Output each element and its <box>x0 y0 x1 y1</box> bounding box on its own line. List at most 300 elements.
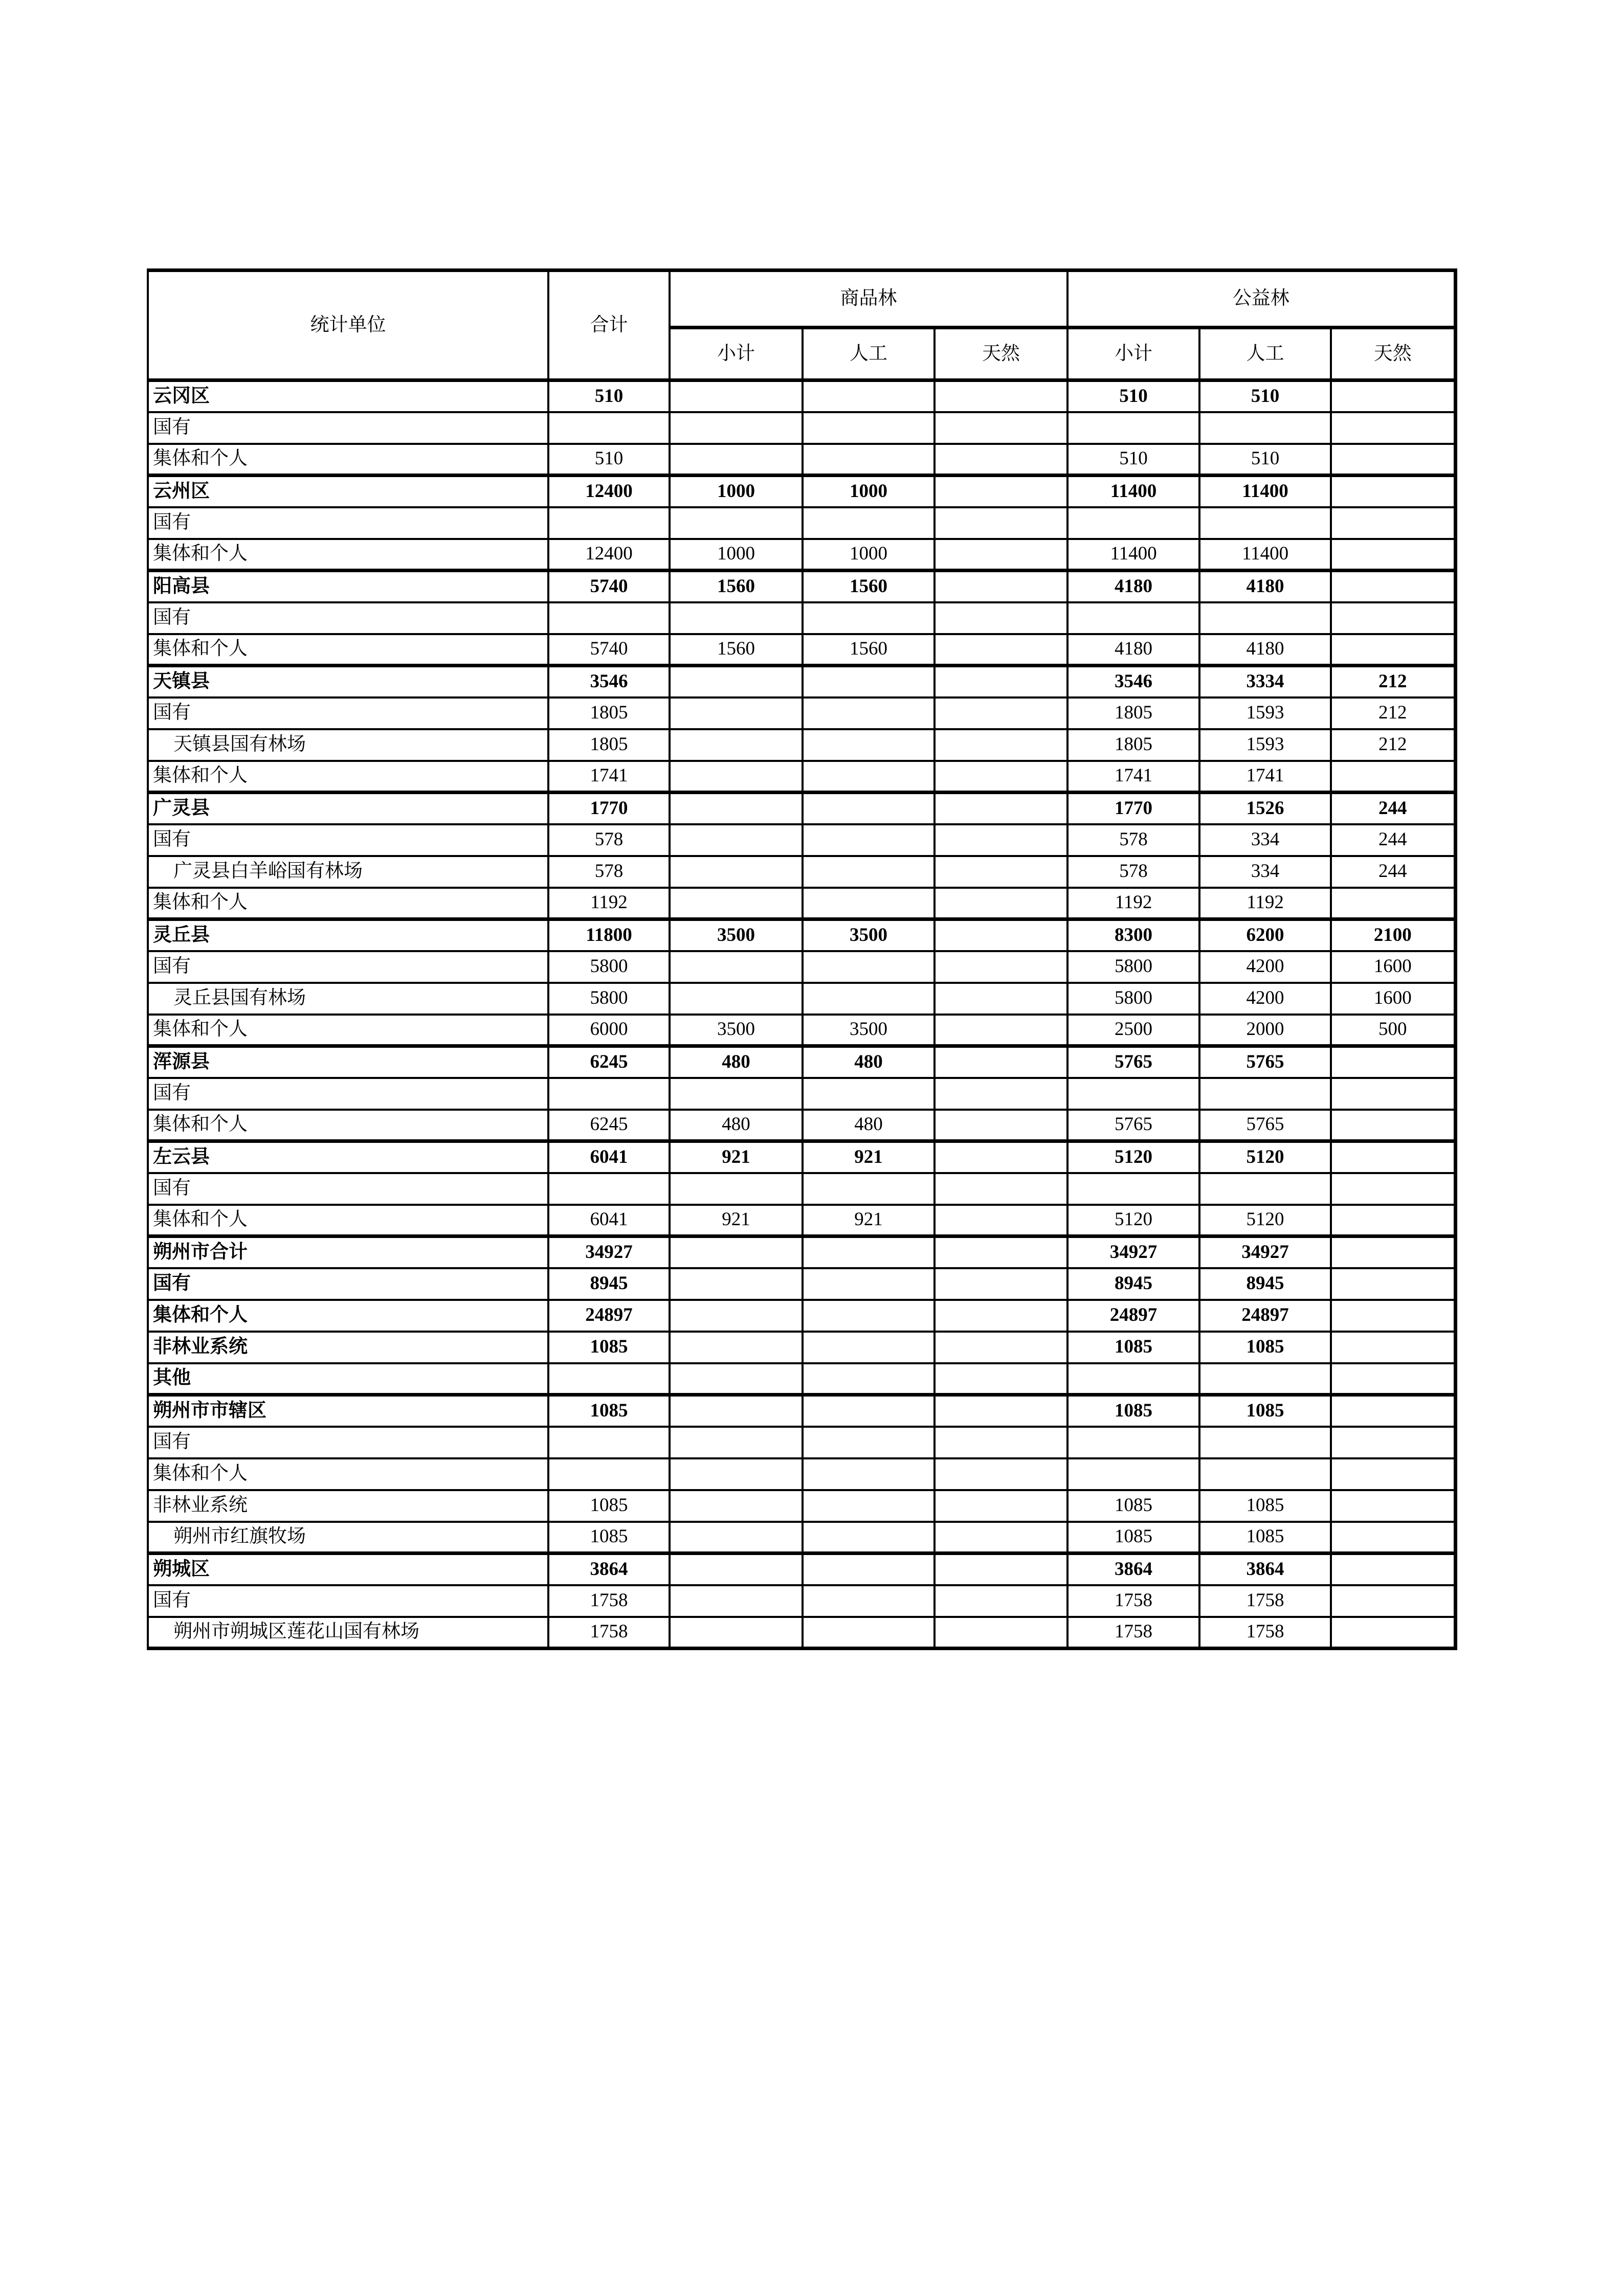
cell-total: 510 <box>548 444 670 476</box>
cell-public-natural <box>1331 1078 1455 1110</box>
cell-public-natural <box>1331 634 1455 666</box>
cell-commercial-subtotal: 1000 <box>670 539 803 571</box>
cell-public-natural <box>1331 602 1455 634</box>
cell-commercial-natural <box>935 1046 1067 1078</box>
cell-total: 5800 <box>548 951 670 983</box>
cell-total: 6041 <box>548 1141 670 1173</box>
cell-public-natural <box>1331 1490 1455 1522</box>
cell-commercial-planted <box>803 602 935 634</box>
cell-public-subtotal <box>1067 1363 1199 1395</box>
cell-public-subtotal: 510 <box>1067 444 1199 476</box>
cell-commercial-subtotal: 1000 <box>670 476 803 507</box>
cell-statistical-unit: 阳高县 <box>148 571 548 602</box>
cell-public-natural: 212 <box>1331 697 1455 729</box>
cell-public-planted: 1741 <box>1199 761 1331 793</box>
cell-commercial-planted <box>803 412 935 444</box>
cell-public-planted <box>1199 1173 1331 1205</box>
table-row <box>148 380 1455 412</box>
cell-commercial-subtotal <box>670 793 803 824</box>
cell-statistical-unit: 浑源县 <box>148 1046 548 1078</box>
cell-commercial-planted <box>803 1363 935 1395</box>
column-header-commercial-subtotal: 小计 <box>670 328 803 380</box>
table-row <box>148 412 1455 444</box>
cell-total: 1805 <box>548 729 670 761</box>
cell-public-planted: 11400 <box>1199 476 1331 507</box>
cell-commercial-planted <box>803 856 935 888</box>
cell-public-planted: 334 <box>1199 856 1331 888</box>
cell-commercial-subtotal <box>670 1363 803 1395</box>
cell-commercial-subtotal: 1560 <box>670 571 803 602</box>
cell-commercial-planted <box>803 1490 935 1522</box>
table-row <box>148 444 1455 476</box>
cell-public-subtotal: 24897 <box>1067 1300 1199 1332</box>
cell-commercial-subtotal <box>670 983 803 1015</box>
cell-public-subtotal: 1085 <box>1067 1395 1199 1427</box>
cell-commercial-natural <box>935 1458 1067 1490</box>
cell-public-planted: 1085 <box>1199 1522 1331 1554</box>
cell-commercial-subtotal <box>670 1585 803 1617</box>
cell-statistical-unit: 国有 <box>148 507 548 539</box>
cell-public-planted: 4180 <box>1199 571 1331 602</box>
cell-public-natural: 500 <box>1331 1015 1455 1046</box>
cell-commercial-subtotal: 921 <box>670 1141 803 1173</box>
cell-public-natural <box>1331 761 1455 793</box>
cell-commercial-subtotal <box>670 602 803 634</box>
cell-public-planted <box>1199 602 1331 634</box>
table-row <box>148 1490 1455 1522</box>
cell-public-natural <box>1331 1268 1455 1300</box>
cell-commercial-natural <box>935 983 1067 1015</box>
cell-public-subtotal: 5800 <box>1067 983 1199 1015</box>
cell-public-subtotal: 8300 <box>1067 919 1199 951</box>
cell-public-planted <box>1199 1427 1331 1458</box>
cell-public-natural <box>1331 1332 1455 1363</box>
table-row <box>148 666 1455 697</box>
table-row <box>148 1078 1455 1110</box>
table-row <box>148 1236 1455 1268</box>
cell-statistical-unit: 国有 <box>148 602 548 634</box>
cell-commercial-natural <box>935 1363 1067 1395</box>
table-row <box>148 1585 1455 1617</box>
cell-public-subtotal: 1805 <box>1067 697 1199 729</box>
cell-public-natural <box>1331 1173 1455 1205</box>
cell-public-planted: 1593 <box>1199 697 1331 729</box>
cell-commercial-subtotal <box>670 1554 803 1585</box>
cell-commercial-subtotal <box>670 666 803 697</box>
cell-public-planted: 5765 <box>1199 1046 1331 1078</box>
cell-public-subtotal <box>1067 1078 1199 1110</box>
cell-total <box>548 1363 670 1395</box>
cell-public-natural <box>1331 1236 1455 1268</box>
column-header-public-natural: 天然 <box>1331 328 1455 380</box>
cell-commercial-subtotal <box>670 1078 803 1110</box>
cell-statistical-unit: 天镇县国有林场 <box>148 729 548 761</box>
cell-public-subtotal: 1770 <box>1067 793 1199 824</box>
cell-commercial-natural <box>935 1236 1067 1268</box>
cell-public-subtotal: 578 <box>1067 824 1199 856</box>
table-row <box>148 824 1455 856</box>
cell-public-natural: 2100 <box>1331 919 1455 951</box>
cell-public-subtotal <box>1067 507 1199 539</box>
cell-public-planted: 3334 <box>1199 666 1331 697</box>
cell-public-natural <box>1331 476 1455 507</box>
cell-commercial-planted <box>803 983 935 1015</box>
cell-commercial-planted: 1560 <box>803 571 935 602</box>
cell-statistical-unit: 国有 <box>148 1268 548 1300</box>
cell-public-natural <box>1331 1110 1455 1141</box>
cell-statistical-unit: 集体和个人 <box>148 888 548 919</box>
cell-statistical-unit: 集体和个人 <box>148 1015 548 1046</box>
cell-commercial-planted <box>803 824 935 856</box>
cell-statistical-unit: 朔州市红旗牧场 <box>148 1522 548 1554</box>
cell-public-planted: 1192 <box>1199 888 1331 919</box>
cell-public-natural <box>1331 1363 1455 1395</box>
table-row <box>148 476 1455 507</box>
cell-statistical-unit: 广灵县 <box>148 793 548 824</box>
cell-commercial-natural <box>935 761 1067 793</box>
cell-public-planted <box>1199 1363 1331 1395</box>
column-header-statistical-unit: 统计单位 <box>148 271 548 380</box>
cell-public-subtotal: 2500 <box>1067 1015 1199 1046</box>
cell-total <box>548 507 670 539</box>
cell-commercial-planted <box>803 1300 935 1332</box>
cell-total: 11800 <box>548 919 670 951</box>
cell-total: 5740 <box>548 634 670 666</box>
table-row <box>148 951 1455 983</box>
table-row <box>148 888 1455 919</box>
cell-commercial-planted: 1560 <box>803 634 935 666</box>
cell-statistical-unit: 国有 <box>148 1078 548 1110</box>
cell-public-natural <box>1331 888 1455 919</box>
cell-public-planted <box>1199 412 1331 444</box>
cell-commercial-natural <box>935 888 1067 919</box>
cell-commercial-subtotal <box>670 1617 803 1649</box>
cell-statistical-unit: 集体和个人 <box>148 634 548 666</box>
column-header-public-subtotal: 小计 <box>1067 328 1199 380</box>
cell-commercial-natural <box>935 412 1067 444</box>
table-row <box>148 1427 1455 1458</box>
cell-commercial-planted <box>803 729 935 761</box>
table-body <box>148 380 1455 1649</box>
cell-total <box>548 1458 670 1490</box>
table-row <box>148 1395 1455 1427</box>
cell-public-subtotal: 8945 <box>1067 1268 1199 1300</box>
cell-public-natural: 1600 <box>1331 983 1455 1015</box>
cell-commercial-planted <box>803 1522 935 1554</box>
cell-public-subtotal <box>1067 1427 1199 1458</box>
table-row <box>148 919 1455 951</box>
cell-total: 1758 <box>548 1617 670 1649</box>
cell-public-natural <box>1331 1395 1455 1427</box>
cell-public-planted: 334 <box>1199 824 1331 856</box>
cell-public-natural: 244 <box>1331 824 1455 856</box>
cell-public-natural <box>1331 539 1455 571</box>
cell-commercial-subtotal: 480 <box>670 1046 803 1078</box>
cell-commercial-natural <box>935 1078 1067 1110</box>
table-row <box>148 1363 1455 1395</box>
cell-total: 12400 <box>548 539 670 571</box>
cell-public-planted: 1085 <box>1199 1395 1331 1427</box>
cell-public-subtotal: 578 <box>1067 856 1199 888</box>
cell-commercial-natural <box>935 1173 1067 1205</box>
table-row <box>148 1173 1455 1205</box>
cell-commercial-subtotal <box>670 1173 803 1205</box>
cell-statistical-unit: 朔州市合计 <box>148 1236 548 1268</box>
table-row <box>148 697 1455 729</box>
cell-public-natural <box>1331 444 1455 476</box>
table-header <box>148 271 1455 380</box>
cell-public-planted: 34927 <box>1199 1236 1331 1268</box>
column-group-header-public-welfare-forest: 公益林 <box>1067 271 1455 328</box>
table-row <box>148 1554 1455 1585</box>
cell-commercial-subtotal <box>670 1332 803 1363</box>
cell-public-subtotal: 510 <box>1067 380 1199 412</box>
cell-public-natural <box>1331 1427 1455 1458</box>
cell-statistical-unit: 灵丘县国有林场 <box>148 983 548 1015</box>
cell-statistical-unit: 国有 <box>148 951 548 983</box>
cell-total: 8945 <box>548 1268 670 1300</box>
cell-public-subtotal: 11400 <box>1067 539 1199 571</box>
cell-commercial-planted <box>803 1268 935 1300</box>
table-row <box>148 1617 1455 1649</box>
cell-commercial-subtotal <box>670 888 803 919</box>
cell-commercial-natural <box>935 824 1067 856</box>
cell-commercial-subtotal <box>670 380 803 412</box>
cell-public-natural <box>1331 1300 1455 1332</box>
cell-commercial-planted: 1000 <box>803 476 935 507</box>
cell-commercial-natural <box>935 539 1067 571</box>
cell-total <box>548 1427 670 1458</box>
cell-commercial-subtotal: 3500 <box>670 919 803 951</box>
cell-public-planted: 24897 <box>1199 1300 1331 1332</box>
cell-statistical-unit: 集体和个人 <box>148 1458 548 1490</box>
cell-public-natural <box>1331 571 1455 602</box>
cell-commercial-subtotal <box>670 951 803 983</box>
cell-total: 24897 <box>548 1300 670 1332</box>
cell-public-planted: 1526 <box>1199 793 1331 824</box>
cell-public-planted: 2000 <box>1199 1015 1331 1046</box>
cell-commercial-natural <box>935 856 1067 888</box>
column-group-header-commercial-forest: 商品林 <box>670 271 1067 328</box>
cell-public-natural: 212 <box>1331 729 1455 761</box>
cell-public-subtotal: 5765 <box>1067 1046 1199 1078</box>
cell-public-subtotal <box>1067 602 1199 634</box>
cell-total: 6041 <box>548 1205 670 1236</box>
cell-total: 6000 <box>548 1015 670 1046</box>
table-row <box>148 571 1455 602</box>
cell-public-planted: 3864 <box>1199 1554 1331 1585</box>
cell-total <box>548 1173 670 1205</box>
cell-total: 12400 <box>548 476 670 507</box>
cell-public-subtotal <box>1067 412 1199 444</box>
cell-public-planted: 4200 <box>1199 983 1331 1015</box>
cell-commercial-subtotal <box>670 412 803 444</box>
cell-statistical-unit: 灵丘县 <box>148 919 548 951</box>
cell-commercial-subtotal: 480 <box>670 1110 803 1141</box>
cell-commercial-subtotal <box>670 1268 803 1300</box>
cell-statistical-unit: 云冈区 <box>148 380 548 412</box>
cell-commercial-planted: 1000 <box>803 539 935 571</box>
table-row <box>148 1110 1455 1141</box>
cell-public-natural: 244 <box>1331 793 1455 824</box>
cell-public-subtotal <box>1067 1458 1199 1490</box>
cell-commercial-natural <box>935 602 1067 634</box>
cell-commercial-natural <box>935 1110 1067 1141</box>
cell-public-natural <box>1331 1522 1455 1554</box>
cell-statistical-unit: 集体和个人 <box>148 1300 548 1332</box>
cell-commercial-natural <box>935 380 1067 412</box>
cell-total: 1085 <box>548 1395 670 1427</box>
cell-statistical-unit: 非林业系统 <box>148 1332 548 1363</box>
table-row <box>148 1300 1455 1332</box>
cell-commercial-planted <box>803 507 935 539</box>
cell-commercial-planted <box>803 666 935 697</box>
cell-commercial-natural <box>935 1205 1067 1236</box>
cell-commercial-natural <box>935 793 1067 824</box>
cell-commercial-planted <box>803 761 935 793</box>
cell-public-planted <box>1199 507 1331 539</box>
cell-total: 5800 <box>548 983 670 1015</box>
cell-commercial-subtotal <box>670 507 803 539</box>
cell-commercial-natural <box>935 444 1067 476</box>
cell-public-natural <box>1331 1205 1455 1236</box>
cell-statistical-unit: 朔城区 <box>148 1554 548 1585</box>
cell-commercial-planted <box>803 1458 935 1490</box>
cell-commercial-natural <box>935 1554 1067 1585</box>
cell-commercial-subtotal <box>670 1427 803 1458</box>
cell-statistical-unit: 集体和个人 <box>148 444 548 476</box>
cell-public-planted: 8945 <box>1199 1268 1331 1300</box>
cell-total: 3546 <box>548 666 670 697</box>
cell-commercial-planted: 921 <box>803 1141 935 1173</box>
cell-commercial-natural <box>935 919 1067 951</box>
cell-public-planted: 1085 <box>1199 1490 1331 1522</box>
cell-statistical-unit: 集体和个人 <box>148 761 548 793</box>
cell-total <box>548 412 670 444</box>
cell-commercial-planted: 921 <box>803 1205 935 1236</box>
cell-commercial-subtotal <box>670 729 803 761</box>
cell-commercial-subtotal <box>670 761 803 793</box>
cell-public-natural <box>1331 1141 1455 1173</box>
cell-commercial-planted <box>803 380 935 412</box>
cell-commercial-subtotal: 3500 <box>670 1015 803 1046</box>
cell-commercial-natural <box>935 1617 1067 1649</box>
cell-public-natural <box>1331 1046 1455 1078</box>
cell-commercial-subtotal: 1560 <box>670 634 803 666</box>
cell-commercial-subtotal: 921 <box>670 1205 803 1236</box>
cell-commercial-planted: 3500 <box>803 1015 935 1046</box>
forest-area-statistics-table <box>147 268 1457 1650</box>
cell-public-planted: 6200 <box>1199 919 1331 951</box>
cell-commercial-natural <box>935 1522 1067 1554</box>
cell-public-subtotal: 4180 <box>1067 634 1199 666</box>
cell-public-planted: 4200 <box>1199 951 1331 983</box>
table-row <box>148 1205 1455 1236</box>
cell-commercial-planted: 480 <box>803 1110 935 1141</box>
column-header-total: 合计 <box>548 271 670 380</box>
cell-public-subtotal: 11400 <box>1067 476 1199 507</box>
cell-statistical-unit: 集体和个人 <box>148 1110 548 1141</box>
table-row <box>148 1268 1455 1300</box>
cell-commercial-subtotal <box>670 1300 803 1332</box>
cell-commercial-natural <box>935 634 1067 666</box>
cell-total: 1805 <box>548 697 670 729</box>
cell-commercial-planted <box>803 1078 935 1110</box>
cell-statistical-unit: 云州区 <box>148 476 548 507</box>
cell-commercial-natural <box>935 1490 1067 1522</box>
cell-statistical-unit: 国有 <box>148 1585 548 1617</box>
table-row <box>148 1332 1455 1363</box>
cell-total: 34927 <box>548 1236 670 1268</box>
cell-commercial-natural <box>935 1141 1067 1173</box>
cell-commercial-subtotal <box>670 697 803 729</box>
cell-commercial-natural <box>935 1427 1067 1458</box>
cell-commercial-natural <box>935 1332 1067 1363</box>
cell-total: 3864 <box>548 1554 670 1585</box>
cell-public-planted: 5120 <box>1199 1141 1331 1173</box>
cell-commercial-subtotal <box>670 824 803 856</box>
cell-public-planted <box>1199 1458 1331 1490</box>
table-row <box>148 729 1455 761</box>
cell-public-natural <box>1331 380 1455 412</box>
cell-commercial-natural <box>935 571 1067 602</box>
cell-commercial-natural <box>935 951 1067 983</box>
cell-public-subtotal: 1085 <box>1067 1522 1199 1554</box>
cell-statistical-unit: 广灵县白羊峪国有林场 <box>148 856 548 888</box>
table-row <box>148 761 1455 793</box>
table-row <box>148 1046 1455 1078</box>
cell-total: 1770 <box>548 793 670 824</box>
cell-public-natural <box>1331 412 1455 444</box>
cell-public-subtotal <box>1067 1173 1199 1205</box>
table-row <box>148 983 1455 1015</box>
cell-commercial-planted <box>803 1554 935 1585</box>
cell-statistical-unit: 集体和个人 <box>148 539 548 571</box>
cell-commercial-subtotal <box>670 1395 803 1427</box>
cell-commercial-subtotal <box>670 1236 803 1268</box>
table-row <box>148 634 1455 666</box>
cell-commercial-planted <box>803 951 935 983</box>
cell-public-planted: 5765 <box>1199 1110 1331 1141</box>
cell-public-subtotal: 1085 <box>1067 1490 1199 1522</box>
cell-commercial-natural <box>935 1268 1067 1300</box>
cell-public-subtotal: 1741 <box>1067 761 1199 793</box>
cell-commercial-planted: 480 <box>803 1046 935 1078</box>
cell-commercial-natural <box>935 1015 1067 1046</box>
cell-public-planted: 1758 <box>1199 1585 1331 1617</box>
cell-public-subtotal: 1758 <box>1067 1617 1199 1649</box>
cell-public-natural <box>1331 1617 1455 1649</box>
cell-public-subtotal: 3864 <box>1067 1554 1199 1585</box>
cell-commercial-natural <box>935 507 1067 539</box>
column-header-commercial-planted: 人工 <box>803 328 935 380</box>
table-row <box>148 1141 1455 1173</box>
cell-total <box>548 1078 670 1110</box>
cell-total <box>548 602 670 634</box>
statistics-table-container <box>147 268 1454 1650</box>
cell-commercial-subtotal <box>670 1490 803 1522</box>
table-row <box>148 602 1455 634</box>
cell-statistical-unit: 集体和个人 <box>148 1205 548 1236</box>
cell-statistical-unit: 其他 <box>148 1363 548 1395</box>
cell-public-natural: 244 <box>1331 856 1455 888</box>
cell-public-subtotal: 1805 <box>1067 729 1199 761</box>
column-header-public-planted: 人工 <box>1199 328 1331 380</box>
cell-statistical-unit: 朔州市市辖区 <box>148 1395 548 1427</box>
cell-public-subtotal: 1758 <box>1067 1585 1199 1617</box>
cell-commercial-subtotal <box>670 1522 803 1554</box>
cell-public-subtotal: 34927 <box>1067 1236 1199 1268</box>
